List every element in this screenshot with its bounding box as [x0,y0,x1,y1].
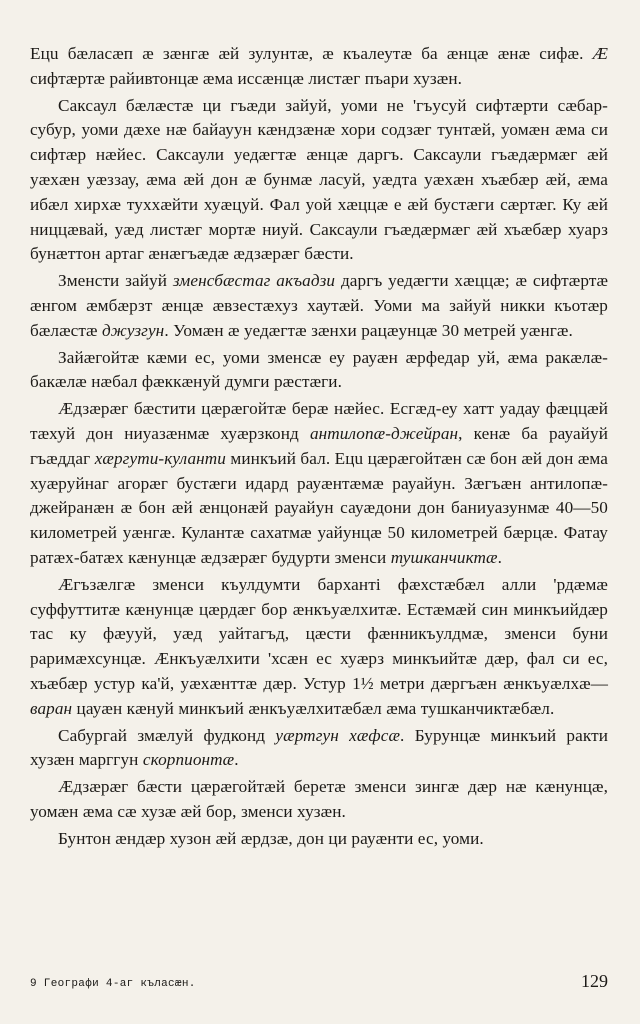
text-run: минкъий бал. Ецu цæрæгойтæн сæ бон æй дон æма хуæруйнаг агорæг бустæги идард рауæнтæмæ рауайун. Зæгъæн антилопæ-джейранæн æ бон æй æнцонæй рауайун сауæдони дон баниуазунмæ 40—50 километрей уæнгæ. Кулантæ сахатмæ уайунцæ 50 километрей бæрцæ. Фатау ратæх-батæх кæнунцæ æдзæрæг будурти зменси [30,448,608,567]
text-run: Саксаул бæлæстæ ци гъæди зайуй, уоми не 'гъусуй сифтæрти сæбар-субур, уоми дæхе нæ байауун кæндзæнæ хори содзæг тунтæй, уомæн æма си сифтæр нæйес. Саксаули уедæгтæ æнцæ даргъ. Саксаули гъæдæрмæг æй уæхæн уæззау, æма æй дон æ бунмæ ласуй, уæдта уæхæн хъæбæр æй, æма ибæл хирхæ тухxæйти хуæцуй. Фал уой хæццæ е æй бустæги сæртæг. Ку æй ниццæвай, уæд листæг мортæ ниуй. Саксаули гъæдæрмæг æй хъæбæр хуарз бунæттон артаг æнæгъæдæ æдзæрæг бæсти. [30,95,608,264]
paragraph [30,42,608,92]
text-run: Ецu бæласæп æ зæнгæ æй зулунтæ, æ къалеутæ ба æнцæ æнæ сифæ. [30,44,593,63]
text-run: Бунтон æндæр хузон æй æрдзæ, дон ци рауæнти ес, уоми. [58,828,484,848]
text-run: Æдзæрæг бæсти цæрæгойтæй беретæ зменси зингæ дæр нæ кæнунцæ, уомæн æма сæ хузæ æй бор, зменси хузæн. [30,777,608,821]
text-run: Зменсти зайуй [58,271,173,291]
page-footer [30,968,608,992]
paragraph [30,775,608,825]
text-run: . Уомæн æ уедæгтæ зæнхи рацæунцæ 30 метрей уæнгæ. [164,320,573,340]
italic-term: скорпионтæ [142,750,235,770]
text-run: . [497,547,502,567]
text-run: цауæн кæнуй минкъий æнкъуæлхитæбæл æма тушканчиктæбæл. [72,698,555,718]
italic-term: антилопæ-джейран [309,423,459,443]
paragraph [30,827,608,852]
page-number: 129 [581,971,608,991]
paragraph [30,346,608,396]
text-run: Зайæгойтæ кæми ес, уоми зменсæ еу рауæн æрфедар уй, æма ракæлæ-бакæлæ нæбал фæккæнуй думги рæстæги. [30,347,608,392]
paragraph [30,573,608,722]
italic-term: Æ [592,44,608,63]
footer-note: 9 Географи 4-аг къласæн. [30,978,196,990]
paragraph [30,724,608,774]
italic-term: джузгун [101,320,165,340]
text-run: . [234,750,239,770]
paragraph [30,397,608,571]
italic-term: зменсбæстаг акъадзи [172,271,336,291]
text-run: даргъ уедæгти хæццæ; æ сифтæртæ æнгом æмбæрзт æнцæ æвзестæхуз хаутæй. Уоми ма зайуй никки къотæр бæлæстæ [30,271,609,340]
paragraph [30,269,608,343]
italic-term: тушканчиктæ [390,547,498,567]
text-run: Сабургай змæлуй фудконд [58,725,276,745]
page-body [30,42,608,854]
italic-term: хæргути-куланти [94,448,226,468]
text-run: Æгъзæлгæ зменси къулдумти бархантi фæхстæбæл алли 'рдæмæ суффуттитæ кæнунцæ цæрдæг бор æнкъуæлхитæ. Естæмæй син минкъийдæр тас ку фæууй, уæд уайтагъд, цæсти фæнникъулдмæ, зменси буни раримæхсунцæ. Æнкъуæлхити 'хсæн ес хуæрз минкъийтæ дæр, фал си ес, хъæбæр устур ка'й, уæхæнттæ дæр. Устур 1½ метри дæргъæн æнкъуæлхæ— [30,574,608,693]
italic-term: уæртгун хæфсæ [275,725,401,745]
text-run: Æдзæрæг бæстити цæрæгойтæ берæ нæйес. Есгæд-еу хатт уадау фæццæй тæхуй дон ниуазæнмæ хуæрзконд [30,399,608,443]
paragraph [30,94,608,268]
text-run: . Бурунцæ минкъий ракти хузæн марггун [30,725,608,770]
text-run: сифтæртæ райивтонцæ æма иссæнцæ листæг пъари хузæн. [30,68,463,88]
text-run: , кенæ ба рауайуй гъæддаг [30,423,609,468]
italic-term: варан [30,698,73,718]
